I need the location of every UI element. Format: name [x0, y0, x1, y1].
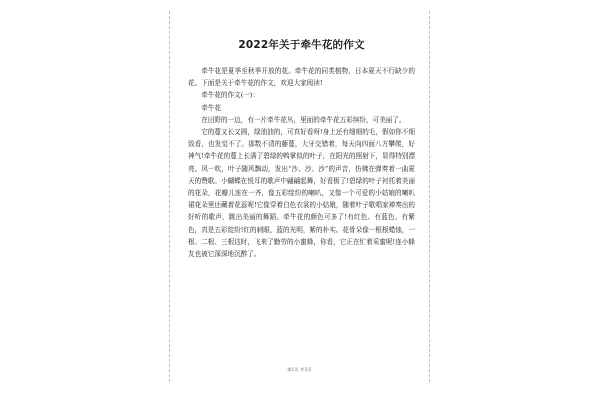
document-page	[169, 11, 430, 382]
paragraph-field: 在田野的一边，有一片牵牛花丛，里面的牵牛花五彩缤纷，可美丽了。	[201, 115, 406, 124]
page-number: 第1页 共5页	[287, 367, 312, 372]
document-body	[188, 37, 415, 260]
paragraph-essay-title: 牵牛花	[201, 103, 221, 112]
document-title: 2022年关于牵牛花的作文	[238, 39, 365, 51]
paragraph-essay-heading: 牵牛花的作文(一)：	[201, 91, 260, 100]
paragraph-description: 它的蔓又长又圆，绿油油的，可真好看呀!身上还有细细的毛，假如你不细致看，也发觉不了。那数不清的藤蔓，大牙交错着，每天向四面八方攀爬，好神气!牵牛花的蔓上长满了碧绿的鸭掌似的叶子，在阳光的照射下，显得特别漂亮。风一吹，叶子随风飘动，发出“沙、沙、沙”的声音，仿佛在弹奏着一曲夏天的赞歌。小蝴蝶在悦耳的歌声中翩翩起舞，好看极了!碧绿的叶子衬托着美丽的花朵，花瓣儿连在一齐，像五彩绽纷的喇叭，又像一个可爱的小姑娘的喇叭裙花朵里还藏着花蕊呢!它像穿着白色衣裳的小姑娘，随着叶子歌唱家禅奏出的好听的歌声，跳出美丽的舞蹈。牵牛花的颜色可多了!有红色、有蓝色、有紫色，真是五彩绽纷!红的刺眼，蓝的光明，紫的朴实。花骨朵像一根根蜡烛，一根、二根、三根这时，飞来了勤劳的小蜜蜂，你看，它正在忙着采蜜呢!连小蜂友也被它深深地沉醉了。	[188, 128, 415, 259]
paragraph-intro: 牵牛花是夏季至秋季开放的花。牵牛花的同类植物，日本夏天不行缺少的花。下面是关于牵牛花的作文，欢迎大家阅读!	[188, 67, 415, 88]
